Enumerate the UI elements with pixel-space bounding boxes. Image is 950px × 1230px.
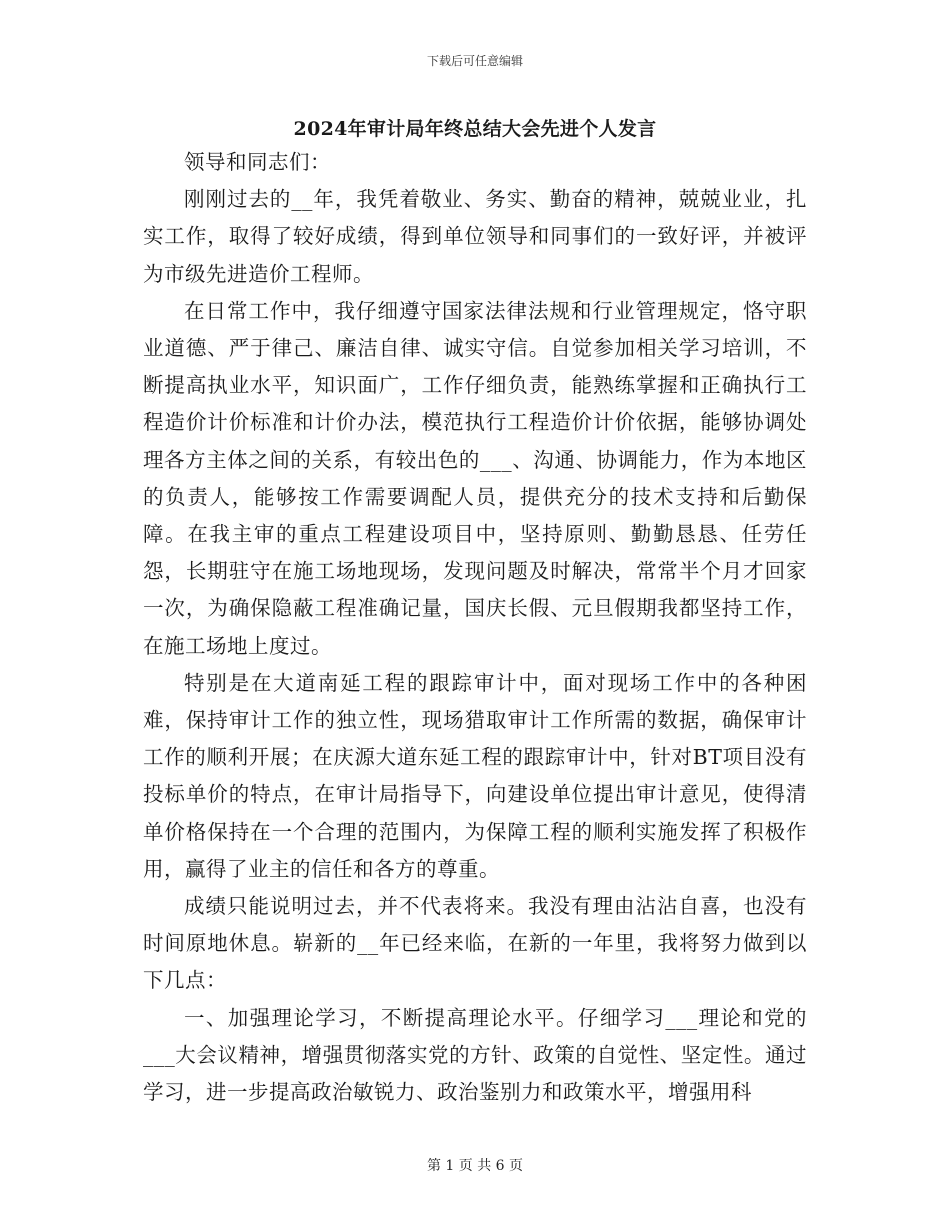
document-title: 2024年审计局年终总结大会先进个人发言 xyxy=(293,118,657,140)
paragraph-audit-projects: 特别是在大道南延工程的跟踪审计中，面对现场工作中的各种困难，保持审计工作的独立性，现场猎取审计工作所需的数据，确保审计工作的顺利开展；在庆源大道东延工程的跟踪审计中，针对BT项目没有投标单价的特点，在审计局指导下，向建设单位提出审计意见，使得清单价格保持在一个合理的范围内，为保障工程的顺利实施发挥了积极作用，赢得了业主的信任和各方的尊重。 xyxy=(143,670,807,881)
paragraph-daily-work: 在日常工作中，我仔细遵守国家法律法规和行业管理规定，恪守职业道德、严于律己、廉洁自律、诚实守信。自觉参加相关学习培训，不断提高执业水平，知识面广，工作仔细负责，能熟练掌握和正确执行工程造价计价标准和计价办法，模范执行工程造价计价依据，能够协调处理各方主体之间的关系，有较出色的___、沟通、协调能力，作为本地区的负责人，能够按工作需要调配人员，提供充分的技术支持和后勤保障。在我主审的重点工程建设项目中，坚持原则、勤勤恳恳、任劳任怨，长期驻守在施工场地现场，发现问题及时解决，常常半个月才回家一次，为确保隐蔽工程准确记量，国庆长假、元旦假期我都坚持工作，在施工场地上度过。 xyxy=(143,298,807,658)
page-number: 第 1 页 共 6 页 xyxy=(426,1158,524,1174)
page-header-note: 下载后可任意编辑 xyxy=(426,54,523,68)
paragraph-outlook: 成绩只能说明过去，并不代表将来。我没有理由沾沾自喜，也没有时间原地休息。崭新的__年已经来临，在新的一年里，我将努力做到以下几点： xyxy=(143,894,807,993)
paragraph-achievement: 刚刚过去的__年，我凭着敬业、务实、勤奋的精神，兢兢业业，扎实工作，取得了较好成绩，得到单位领导和同事们的一致好评，并被评为市级先进造价工程师。 xyxy=(143,187,807,286)
paragraph-salutation: 领导和同志们： xyxy=(184,150,331,174)
paragraph-point-one: 一、加强理论学习，不断提高理论水平。仔细学习___理论和党的___大会议精神，增强贯彻落实党的方针、政策的自觉性、坚定性。通过学习，进一步提高政治敏锐力、政治鉴别力和政策水平，增强用科 xyxy=(143,1005,807,1105)
document-body xyxy=(143,144,807,1111)
